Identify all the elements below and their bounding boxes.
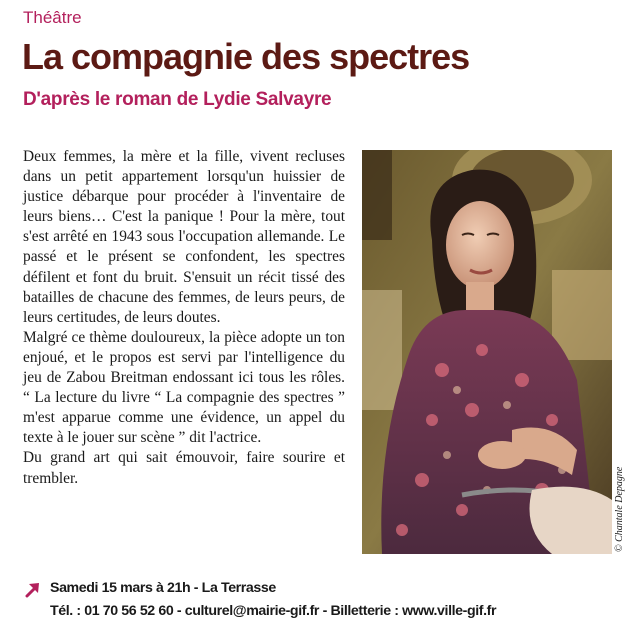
body-paragraph: Malgré ce thème douloureux, la pièce adopte un ton enjoué, et le propos est servi par l'intelligence du jeu de Zabou Breitman endossant ici tous les rôles. “ La lecture du livre “ La compagnie des spectres ” m'est apparue comme une évidence, un appel du texte à le jouer sur scène ” dit l'actrice. (23, 328, 345, 447)
body-paragraph: Deux femmes, la mère et la fille, vivent recluses dans un petit appartement lorsqu'un huissier de justice débarque pour procéder à l'inventaire de leurs biens… C'est la panique ! Pour la mère, tout s'est arrêté en 1943 sous l'occupation allemande. Le passé et le présent se confondent, les spectres défilent et font du bruit. S'ensuit un récit tissé des batailles de chacune des femmes, de leurs peurs, de leurs certitudes, de leurs doutes. (23, 148, 345, 326)
article-title: La compagnie des spectres (22, 36, 470, 77)
actress-photo (362, 150, 612, 554)
article-body (23, 147, 345, 489)
body-paragraph: Du grand art qui sait émouvoir, faire sourire et trembler. (23, 449, 345, 487)
event-contact: Tél. : 01 70 56 52 60 - culturel@mairie-gif.fr - Billetterie : www.ville-gif.fr (50, 603, 497, 619)
article-subtitle: D'après le roman de Lydie Salvayre (23, 89, 332, 110)
event-date-location: Samedi 15 mars à 21h - La Terrasse (50, 580, 276, 596)
photo-credit: © Chantale Depagne (614, 466, 625, 552)
event-info (50, 577, 630, 623)
section-category: Théâtre (23, 8, 82, 27)
arrow-up-right-icon (24, 581, 41, 598)
